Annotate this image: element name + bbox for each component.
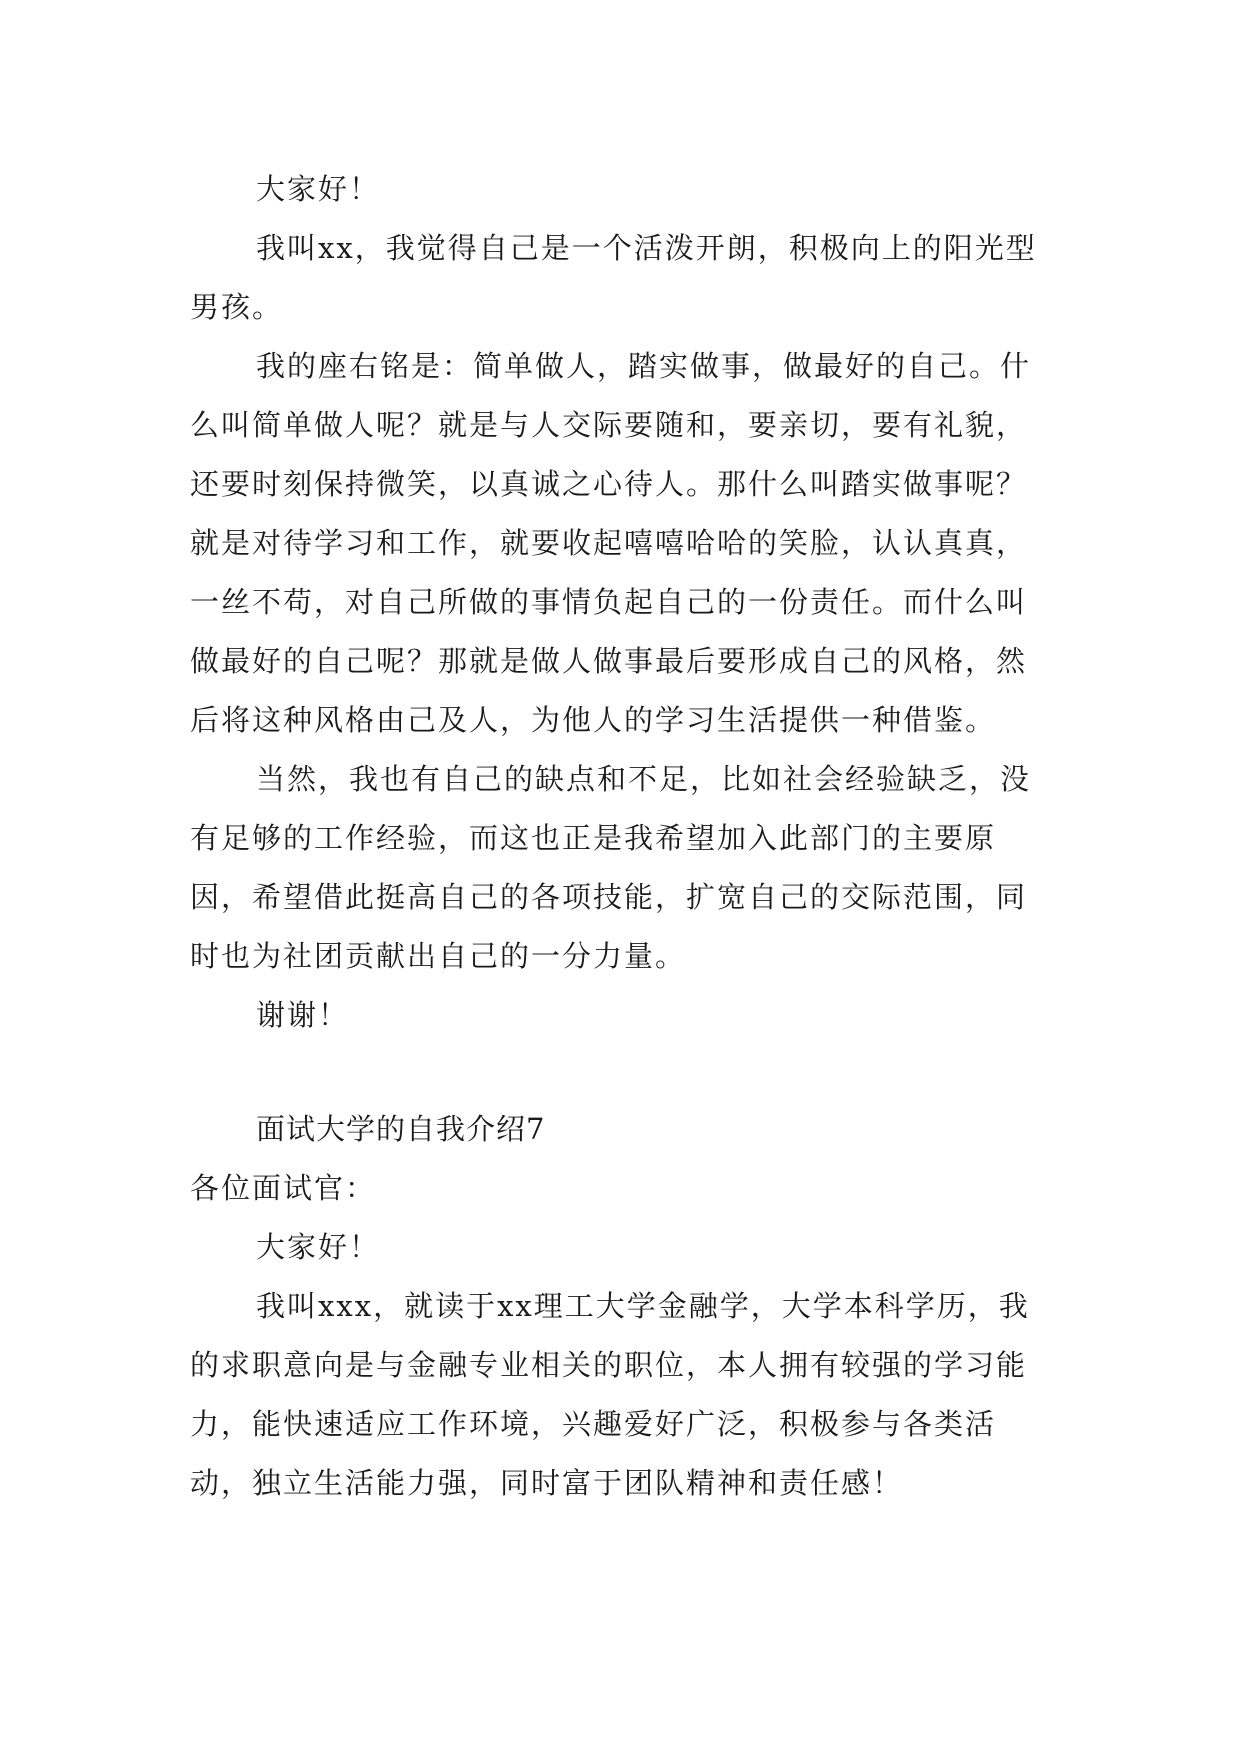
section-title: 面试大学的自我介绍7 xyxy=(256,1112,546,1146)
salutation-text: 各位面试官： xyxy=(190,1171,377,1205)
intro-paragraph: 我叫xx，我觉得自己是一个活泼开朗，积极向上的阳光型男孩。 xyxy=(190,231,1037,324)
document-body xyxy=(190,160,1050,1513)
greeting-text: 大家好！ xyxy=(256,172,381,206)
thanks-text: 谢谢！ xyxy=(256,998,350,1032)
section-gap xyxy=(190,1045,1050,1100)
intro-paragraph-2: 我叫xxx，就读于xx理工大学金融学，大学本科学历，我的求职意向是与金融专业相关的职位，本人拥有较强的学习能力，能快速适应工作环境，兴趣爱好广泛，积极参与各类活动，独立生活能力强，同时富于团队精神和责任感！ xyxy=(190,1289,1030,1500)
greeting-text-2: 大家好！ xyxy=(256,1230,381,1264)
motto-paragraph: 我的座右铭是：简单做人，踏实做事，做最好的自己。什么叫简单做人呢？就是与人交际要随和，要亲切，要有礼貌，还要时刻保持微笑，以真诚之心待人。那什么叫踏实做事呢？就是对待学习和工作，就要收起嘻嘻哈哈的笑脸，认认真真，一丝不苟，对自己所做的事情负起自己的一份责任。而什么叫做最好的自己呢？那就是做人做事最后要形成自己的风格，然后将这种风格由己及人，为他人的学习生活提供一种借鉴。 xyxy=(190,349,1032,737)
shortcomings-paragraph: 当然，我也有自己的缺点和不足，比如社会经验缺乏，没有足够的工作经验，而这也正是我希望加入此部门的主要原因，希望借此挺高自己的各项技能，扩宽自己的交际范围，同时也为社团贡献出自己的一分力量。 xyxy=(190,762,1032,973)
